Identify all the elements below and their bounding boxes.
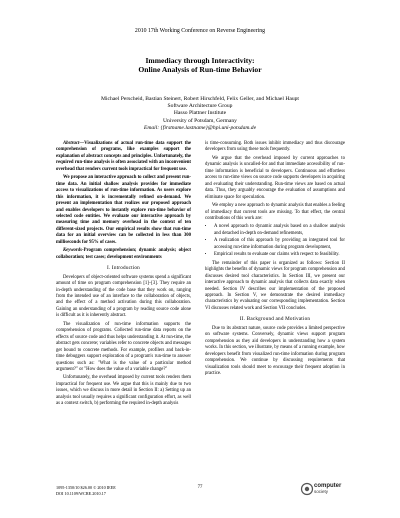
background-paragraph-1: Due to its abstract nature, source code provides a limited perspective on software systems. Conversely, dynamic views support program comprehension as they aid developers in understanding how a system works. In this section, we illustrate, by means of a running example, how developers benefit from visualized run-time information during program comprehension. We continue by discussing requirements that visualization tools should meet to encourage their frequent adoption in practice. xyxy=(205,325,345,376)
left-column xyxy=(56,141,191,410)
author-block xyxy=(0,96,400,132)
section-1-heading: I. Introduction xyxy=(107,265,140,272)
conference-header: 2010 17th Working Conference on Reverse Engineering xyxy=(134,28,266,34)
author-email-line xyxy=(0,125,400,132)
logo-word-society: society xyxy=(314,489,329,494)
logo-word-computer: computer xyxy=(314,483,342,489)
footer-doi: DOI 10.1109/WCRE.2010.17 xyxy=(56,490,106,496)
intro-paragraph-1: Developers of object-oriented software systems spend a significant amount of time on program comprehension [1]–[3]. They require an in-depth understanding of the code base that they work on, ranging from the intended use of an interface to the collaboration of objects, and the effect of a method activation during this collaboration. Gaining an understanding of a program by reading source code alone is difficult as it is inherently abstract. xyxy=(56,274,191,319)
footer-issn: 1095-1350/10 $26.00 © 2010 IEEE xyxy=(56,485,116,490)
intro-paragraph-4: We argue that the overhead imposed by current approaches to dynamic analysis is uncalled-for and that immediate accessibility of run-time information is beneficial to developers. Continuous and effortless access to run-time views on source code supports developers in acquiring and evaluating their understanding. Run-time views are based on actual data. Thus, they arguably encourage the evaluation of assumptions and eliminate space for speculation. xyxy=(205,155,345,200)
contribution-item: • A realization of this approach by providing an integrated tool for accessing run-time information during program development, xyxy=(214,238,345,251)
abstract-text-1: —Visualizations of actual run-time data support the comprehension of programs, like examples support the explanation of abstract concepts and principles. Unfortunately, the required run-time analysis is often associated with an inconvenient overhead that renders current tools impractical for frequent use. xyxy=(56,141,191,172)
author-email: {firstname.lastname}@hpi.uni-potsdam.de xyxy=(160,124,257,131)
abstract-paragraph-2: We propose an interactive approach to collect and present run-time data. An initial shallow analysis provides for immediate access to visualizations of run-time information. As users explore this information, it is incrementally refined on-demand. We present an implementation that realizes our proposed approach and enables developers to instantly explore run-time behavior of selected code entities. We evaluate our interactive approach by measuring time and memory overhead in the context of ten different-sized projects. Our empirical results show that run-time data for an initial overview can be collected in less than 300 milliseconds for 95% of cases. xyxy=(56,175,191,245)
contribution-item: • Empirical results to evaluate our claims with respect to feasibility. xyxy=(214,252,345,258)
author-group: Software Architecture Group xyxy=(167,103,233,110)
contributions-list xyxy=(205,224,345,258)
intro-paragraph-3: Unfortunately, the overhead imposed by current tools renders them impractical for frequent use. We argue that this is mainly due to two issues, which we discuss in more detail in Section II: a) Setting up an analysis tool usually requires a significant configuration effort, as well as a context switch, b) performing the required in-depth analysis xyxy=(56,375,191,407)
intro-paragraph-6: The remainder of this paper is organized as follows: Section II highlights the benefits of dynamic views for program comprehension and discusses desired tool characteristics. In Section III, we present our interactive approach to dynamic analysis that collects data exactly when needed. Section IV describes our implementation of the proposed approach. In Section V, we demonstrate the desired immediacy characteristics by evaluating our corresponding implementation. Section VI discusses related work and Section VII concludes. xyxy=(205,260,345,311)
logo-wordmark xyxy=(314,483,341,494)
author-university: University of Potsdam, Germany xyxy=(163,117,237,124)
paper-title-line-2: Online Analysis of Run-time Behavior xyxy=(138,65,262,74)
email-label: Email: xyxy=(143,124,160,131)
computer-society-logo xyxy=(300,482,346,498)
section-2-heading: II. Background and Motivation xyxy=(239,316,311,323)
abstract-paragraph-1 xyxy=(56,141,191,173)
computer-society-logo-icon xyxy=(300,482,314,496)
author-institute: Hasso Plattner Institute xyxy=(173,110,227,117)
intro-paragraph-2: The visualization of run-time information supports the comprehension of programs. Collected run-time data reports on the effects of source code and thus helps understanding it. At run-time, the abstract gets concrete; variables refer to concrete objects and messages get bound to concrete methods. For example, profilers and back-in-time debuggers support exploration of a program's run-time to answer questions such as: "What is the value of a particular method argument?" or "How does the value of a variable change?" xyxy=(56,321,191,372)
keywords-lead: Keywords xyxy=(63,248,82,254)
paper-title-line-1: Immediacy through Interactivity: xyxy=(145,56,255,65)
keywords-text: -Program comprehension; dynamic analysis; object collaboration; test cases; development environments xyxy=(56,248,191,260)
page-number: 77 xyxy=(197,485,203,490)
intro-paragraph-5: We employ a new approach to dynamic analysis that enables a feeling of immediacy that current tools are missing. To that effect, the central contributions of this work are: xyxy=(205,203,345,221)
keywords-paragraph xyxy=(56,248,191,261)
abstract-lead: Abstract xyxy=(63,141,80,146)
author-names: Michael Perscheid, Bastian Steinert, Robert Hirschfeld, Felix Geller, and Michael Haupt xyxy=(101,96,299,102)
contribution-item: • A novel approach to dynamic analysis based on a shallow analysis and detached in-depth on-demand refinements, xyxy=(214,224,345,237)
intro-paragraph-3-continued: is time-consuming. Both issues inhibit immediacy and thus discourage developers from using these tools frequently. xyxy=(205,141,345,153)
right-column xyxy=(205,141,345,379)
